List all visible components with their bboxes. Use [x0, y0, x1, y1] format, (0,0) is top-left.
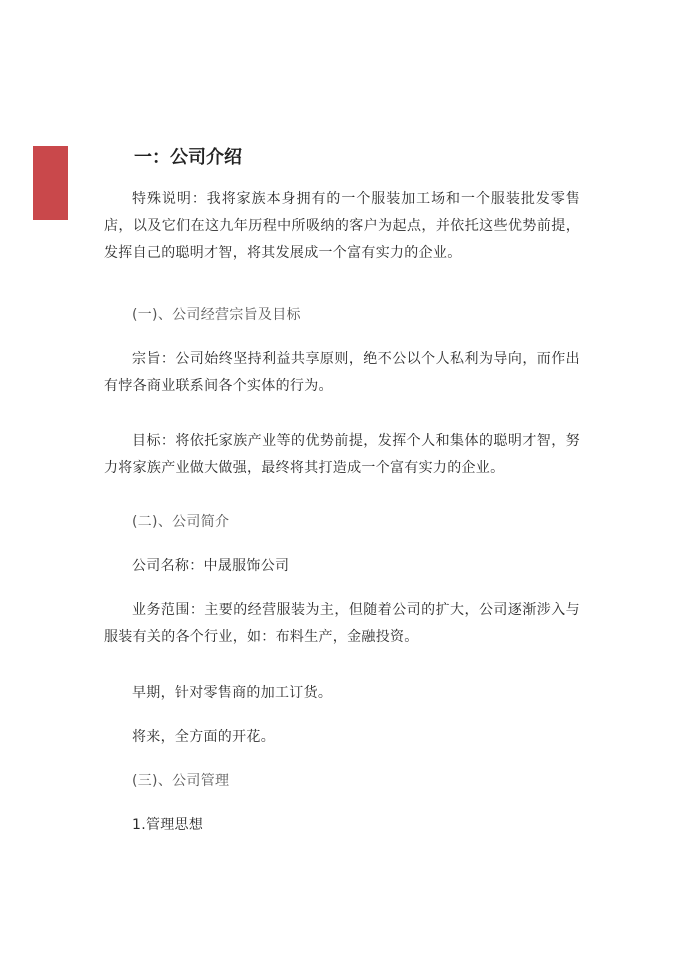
business-scope-paragraph: 业务范围：主要的经营服装为主，但随着公司的扩大，公司逐渐涉入与服装有关的各个行业，如：布料生产，金融投资。 — [104, 602, 580, 645]
company-name-paragraph: 公司名称：中晟服饰公司 — [132, 558, 290, 574]
accent-bar — [33, 146, 68, 220]
future-paragraph: 将来，全方面的开花。 — [132, 729, 275, 745]
purpose-paragraph: 宗旨：公司始终坚持利益共享原则，绝不公以个人私利为导向，而作出有悖各商业联系间各个实体的行为。 — [104, 351, 580, 394]
early-stage-paragraph: 早期，针对零售商的加工订货。 — [132, 685, 333, 701]
special-note-paragraph: 特殊说明：我将家族本身拥有的一个服装加工场和一个服装批发零售店，以及它们在这九年历程中所吸纳的客户为起点，并依托这些优势前提，发挥自己的聪明才智，将其发展成一个富有实力的企业。 — [104, 191, 580, 261]
subsection-title-purpose: (一)、公司经营宗旨及目标 — [132, 307, 301, 323]
subsection-title-intro: (二)、公司简介 — [132, 514, 230, 530]
management-thought-item: 1.管理思想 — [132, 817, 204, 833]
subsection-title-management: (三)、公司管理 — [132, 773, 230, 789]
goal-paragraph: 目标：将依托家族产业等的优势前提，发挥个人和集体的聪明才智，努力将家族产业做大做强，最终将其打造成一个富有实力的企业。 — [104, 433, 580, 476]
section-heading: 一：公司介绍 — [134, 147, 242, 168]
